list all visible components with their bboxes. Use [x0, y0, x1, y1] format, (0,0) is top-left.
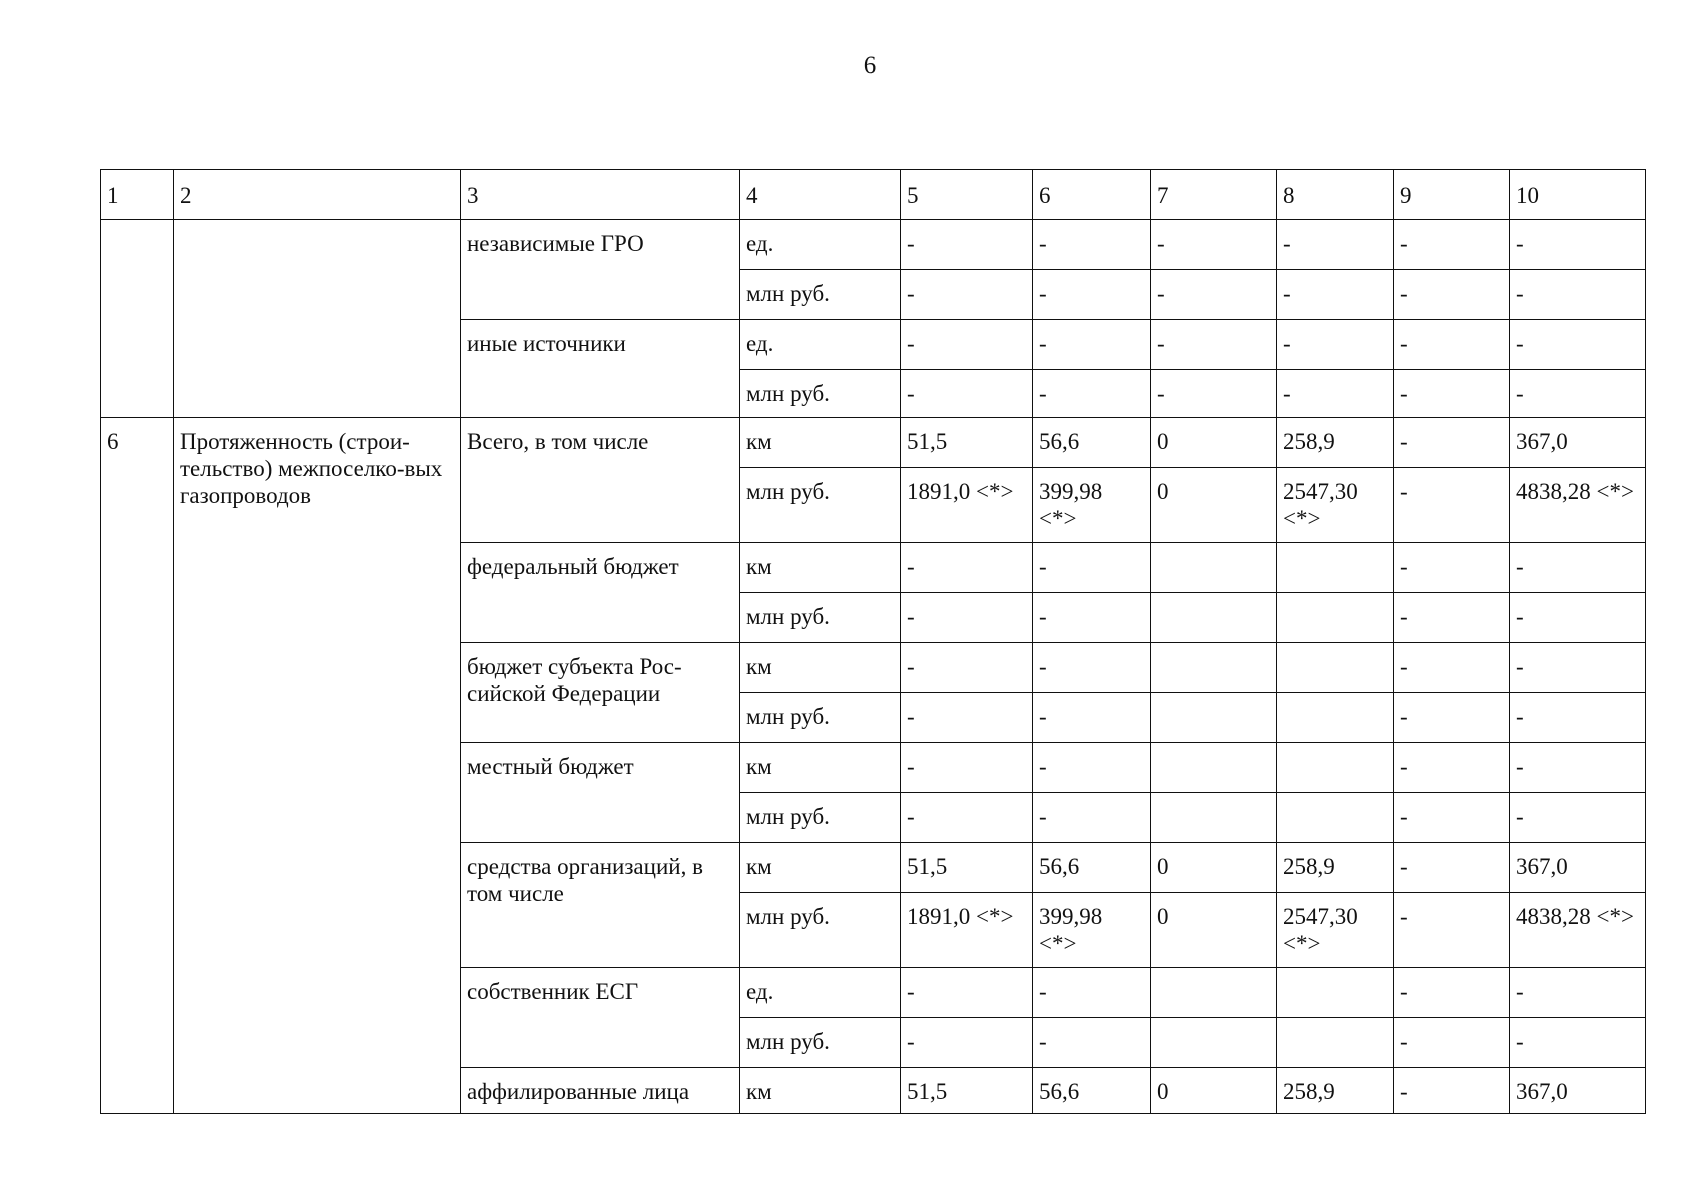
value-cell: 1891,0 <*> [901, 893, 1033, 968]
header-cell: 1 [101, 170, 174, 220]
value-cell: - [1033, 643, 1151, 693]
value-cell: 51,5 [901, 843, 1033, 893]
value-cell: - [1033, 220, 1151, 270]
value-cell: - [1394, 793, 1510, 843]
value-cell: 258,9 [1277, 418, 1394, 468]
value-cell: 1891,0 <*> [901, 468, 1033, 543]
table-body [101, 170, 1646, 1114]
unit-cell: км [740, 1068, 901, 1114]
value-cell: - [1394, 593, 1510, 643]
value-cell: - [1033, 968, 1151, 1018]
value-cell: - [901, 793, 1033, 843]
header-cell: 4 [740, 170, 901, 220]
value-cell: - [1033, 270, 1151, 320]
value-cell: - [1510, 1018, 1646, 1068]
value-cell: 399,98 <*> [1033, 893, 1151, 968]
value-cell: - [901, 320, 1033, 370]
value-cell [1151, 968, 1277, 1018]
value-cell: - [1510, 270, 1646, 320]
value-cell: - [1151, 320, 1277, 370]
header-cell: 3 [461, 170, 740, 220]
value-cell [1151, 793, 1277, 843]
unit-cell: ед. [740, 320, 901, 370]
value-cell: - [1510, 968, 1646, 1018]
value-cell: 258,9 [1277, 843, 1394, 893]
value-cell: - [1033, 593, 1151, 643]
value-cell: 4838,28 <*> [1510, 468, 1646, 543]
value-cell: - [1510, 643, 1646, 693]
value-cell: - [901, 643, 1033, 693]
value-cell [1151, 693, 1277, 743]
value-cell: - [1033, 320, 1151, 370]
value-cell: - [1033, 743, 1151, 793]
value-cell: - [1394, 843, 1510, 893]
value-cell: - [1033, 370, 1151, 418]
value-cell [1277, 743, 1394, 793]
value-cell: - [1394, 468, 1510, 543]
value-cell: - [1510, 793, 1646, 843]
value-cell: 367,0 [1510, 418, 1646, 468]
value-cell: - [1394, 1068, 1510, 1114]
value-cell: 56,6 [1033, 1068, 1151, 1114]
value-cell: - [1277, 320, 1394, 370]
value-cell: - [901, 743, 1033, 793]
value-cell: - [1151, 220, 1277, 270]
unit-cell: млн руб. [740, 893, 901, 968]
value-cell: - [901, 220, 1033, 270]
unit-cell: млн руб. [740, 593, 901, 643]
header-cell: 5 [901, 170, 1033, 220]
value-cell: - [1033, 793, 1151, 843]
unit-cell: млн руб. [740, 468, 901, 543]
unit-cell: млн руб. [740, 793, 901, 843]
value-cell: - [1033, 543, 1151, 593]
value-cell [1151, 743, 1277, 793]
value-cell: 258,9 [1277, 1068, 1394, 1114]
value-cell: - [1277, 370, 1394, 418]
value-cell: - [1151, 370, 1277, 418]
header-cell: 6 [1033, 170, 1151, 220]
unit-cell: км [740, 418, 901, 468]
value-cell: - [1394, 543, 1510, 593]
value-cell: - [1394, 418, 1510, 468]
unit-cell: км [740, 743, 901, 793]
value-cell: 0 [1151, 418, 1277, 468]
value-cell: - [901, 693, 1033, 743]
value-cell: - [1394, 1018, 1510, 1068]
unit-cell: млн руб. [740, 370, 901, 418]
value-cell: 56,6 [1033, 418, 1151, 468]
value-cell: 2547,30 <*> [1277, 468, 1394, 543]
value-cell: - [1394, 893, 1510, 968]
value-cell [1277, 593, 1394, 643]
unit-cell: млн руб. [740, 693, 901, 743]
value-cell: - [901, 968, 1033, 1018]
funding-source-cell: бюджет субъекта Рос-сийской Федерации [461, 643, 740, 743]
item-number-cell [101, 220, 174, 418]
value-cell: - [1510, 693, 1646, 743]
header-cell: 8 [1277, 170, 1394, 220]
value-cell [1277, 693, 1394, 743]
value-cell: - [1277, 270, 1394, 320]
unit-cell: км [740, 843, 901, 893]
funding-source-cell: местный бюджет [461, 743, 740, 843]
value-cell: 399,98 <*> [1033, 468, 1151, 543]
table-row [101, 418, 1646, 468]
funding-source-cell: Всего, в том числе [461, 418, 740, 543]
value-cell: - [901, 270, 1033, 320]
funding-source-cell: аффилированные лица [461, 1068, 740, 1114]
unit-cell: млн руб. [740, 270, 901, 320]
indicator-name-cell [174, 220, 461, 418]
value-cell: - [1394, 643, 1510, 693]
value-cell: 0 [1151, 468, 1277, 543]
unit-cell: ед. [740, 220, 901, 270]
value-cell: - [1033, 1018, 1151, 1068]
value-cell [1151, 593, 1277, 643]
value-cell: - [1510, 543, 1646, 593]
value-cell: - [901, 593, 1033, 643]
value-cell: 367,0 [1510, 1068, 1646, 1114]
value-cell: - [1394, 320, 1510, 370]
item-number-cell: 6 [101, 418, 174, 1114]
value-cell: - [901, 370, 1033, 418]
value-cell: - [901, 543, 1033, 593]
value-cell: 2547,30 <*> [1277, 893, 1394, 968]
value-cell [1277, 793, 1394, 843]
header-cell: 7 [1151, 170, 1277, 220]
value-cell: - [1394, 270, 1510, 320]
value-cell: - [1394, 220, 1510, 270]
value-cell: - [1394, 743, 1510, 793]
value-cell: 0 [1151, 893, 1277, 968]
value-cell: - [1510, 320, 1646, 370]
value-cell [1277, 1018, 1394, 1068]
funding-source-cell: иные источники [461, 320, 740, 418]
unit-cell: км [740, 643, 901, 693]
value-cell [1151, 543, 1277, 593]
header-cell: 9 [1394, 170, 1510, 220]
table-row [101, 220, 1646, 270]
value-cell: - [1510, 593, 1646, 643]
value-cell: - [1151, 270, 1277, 320]
page-number: 6 [863, 52, 877, 79]
value-cell: - [1394, 370, 1510, 418]
value-cell: - [1277, 220, 1394, 270]
value-cell: 367,0 [1510, 843, 1646, 893]
value-cell: 0 [1151, 1068, 1277, 1114]
funding-source-cell: средства организаций, в том числе [461, 843, 740, 968]
unit-cell: млн руб. [740, 1018, 901, 1068]
value-cell: - [901, 1018, 1033, 1068]
value-cell [1151, 1018, 1277, 1068]
funding-source-cell: независимые ГРО [461, 220, 740, 320]
value-cell: - [1510, 370, 1646, 418]
value-cell [1277, 968, 1394, 1018]
value-cell: - [1510, 743, 1646, 793]
header-cell: 10 [1510, 170, 1646, 220]
funding-source-cell: федеральный бюджет [461, 543, 740, 643]
value-cell: - [1394, 693, 1510, 743]
program-indicators-table [100, 169, 1646, 1114]
value-cell: 51,5 [901, 418, 1033, 468]
header-row [101, 170, 1646, 220]
value-cell: - [1033, 693, 1151, 743]
value-cell: 56,6 [1033, 843, 1151, 893]
header-cell: 2 [174, 170, 461, 220]
value-cell [1277, 643, 1394, 693]
value-cell [1277, 543, 1394, 593]
funding-source-cell: собственник ЕСГ [461, 968, 740, 1068]
value-cell: - [1394, 968, 1510, 1018]
value-cell: 0 [1151, 843, 1277, 893]
value-cell: 4838,28 <*> [1510, 893, 1646, 968]
unit-cell: ед. [740, 968, 901, 1018]
value-cell [1151, 643, 1277, 693]
unit-cell: км [740, 543, 901, 593]
value-cell: 51,5 [901, 1068, 1033, 1114]
indicator-name-cell: Протяженность (строи-тельство) межпоселко-вых газопроводов [174, 418, 461, 1114]
value-cell: - [1510, 220, 1646, 270]
